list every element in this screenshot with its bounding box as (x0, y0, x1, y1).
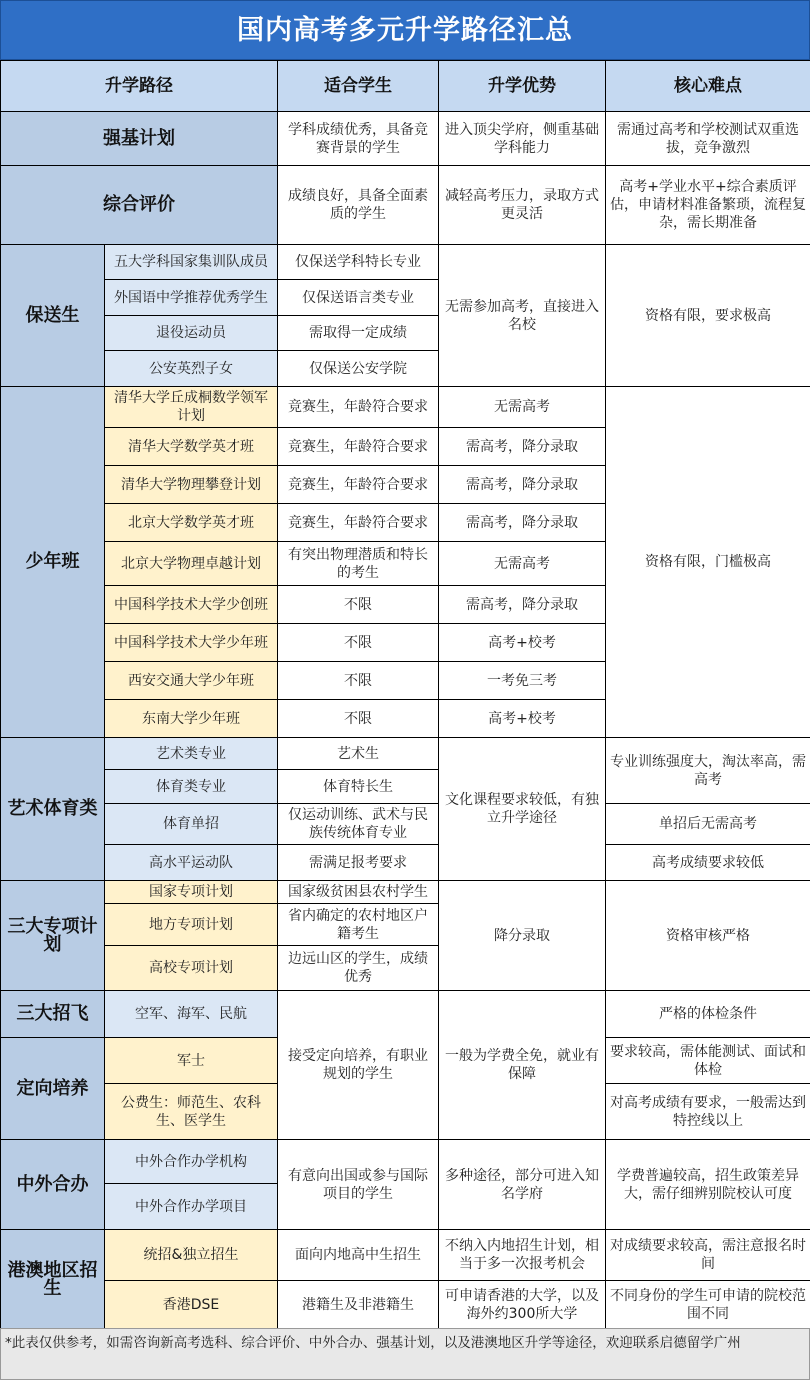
table-row (1, 245, 810, 280)
difficulty-cell: 学费普遍较高，招生政策差异大，需仔细辨别院校认可度 (606, 1140, 810, 1230)
advantage-cell: 一考免三考 (439, 662, 606, 700)
advantage-cell: 无需高考 (439, 542, 606, 586)
sub-pathway-cell: 清华大学数学英才班 (105, 428, 278, 466)
category-cell: 中外合办 (1, 1140, 105, 1230)
students-cell: 学科成绩优秀，具备竞赛背景的学生 (278, 112, 439, 166)
footnote: *此表仅供参考，如需咨询新高考选科、综合评价、中外合办、强基计划，以及港澳地区升学等途径，欢迎联系启德留学广州 (0, 1328, 810, 1380)
sub-pathway-cell: 公费生：师范生、农科生、医学生 (105, 1084, 278, 1140)
table-header-row (1, 61, 810, 112)
advantage-cell: 无需参加高考，直接进入名校 (439, 245, 606, 387)
sub-pathway-cell: 体育类专业 (105, 770, 278, 804)
students-cell: 不限 (278, 586, 439, 624)
header-students: 适合学生 (278, 61, 439, 112)
advantage-cell: 需高考，降分录取 (439, 586, 606, 624)
students-cell: 需取得一定成绩 (278, 316, 439, 351)
sub-pathway-cell: 国家专项计划 (105, 881, 278, 904)
students-cell: 成绩良好，具备全面素质的学生 (278, 166, 439, 245)
difficulty-cell: 专业训练强度大，淘汰率高，需高考 (606, 738, 810, 804)
header-advantage: 升学优势 (439, 61, 606, 112)
category-cell: 港澳地区招生 (1, 1230, 105, 1330)
sub-pathway-cell: 北京大学物理卓越计划 (105, 542, 278, 586)
students-cell: 省内确定的农村地区户籍考生 (278, 904, 439, 946)
sub-pathway-cell: 五大学科国家集训队成员 (105, 245, 278, 280)
table-row (1, 166, 810, 245)
difficulty-cell: 不同身份的学生可申请的院校范围不同 (606, 1281, 810, 1330)
category-cell: 三大招飞 (1, 991, 105, 1038)
category-cell: 强基计划 (1, 112, 278, 166)
sub-pathway-cell: 军士 (105, 1038, 278, 1084)
advantage-cell: 高考+校考 (439, 700, 606, 738)
difficulty-cell: 高考成绩要求较低 (606, 845, 810, 881)
table-row (1, 804, 810, 845)
table-row (1, 845, 810, 881)
advantage-cell: 可申请香港的大学，以及海外约300所大学 (439, 1281, 606, 1330)
students-cell: 不限 (278, 624, 439, 662)
table-row (1, 387, 810, 428)
students-cell: 竞赛生，年龄符合要求 (278, 466, 439, 504)
sub-pathway-cell: 西安交通大学少年班 (105, 662, 278, 700)
advantage-cell: 减轻高考压力，录取方式更灵活 (439, 166, 606, 245)
students-cell: 有突出物理潜质和特长的考生 (278, 542, 439, 586)
difficulty-cell: 资格有限，门槛极高 (606, 387, 810, 738)
sub-pathway-cell: 香港DSE (105, 1281, 278, 1330)
students-cell: 接受定向培养，有职业规划的学生 (278, 991, 439, 1140)
category-cell: 综合评价 (1, 166, 278, 245)
category-cell: 艺术体育类 (1, 738, 105, 881)
sub-pathway-cell: 中国科学技术大学少创班 (105, 586, 278, 624)
advantage-cell: 需高考，降分录取 (439, 428, 606, 466)
students-cell: 体育特长生 (278, 770, 439, 804)
table-row (1, 738, 810, 770)
students-cell: 不限 (278, 700, 439, 738)
advantage-cell: 多种途径，部分可进入知名学府 (439, 1140, 606, 1230)
students-cell: 竞赛生，年龄符合要求 (278, 387, 439, 428)
students-cell: 需满足报考要求 (278, 845, 439, 881)
sub-pathway-cell: 中外合作办学项目 (105, 1184, 278, 1230)
header-pathway: 升学路径 (1, 61, 278, 112)
category-cell: 少年班 (1, 387, 105, 738)
table-row (1, 991, 810, 1038)
pathway-table (0, 60, 810, 1330)
students-cell: 港籍生及非港籍生 (278, 1281, 439, 1330)
table-row (1, 1230, 810, 1281)
difficulty-cell: 需通过高考和学校测试双重选拔，竞争激烈 (606, 112, 810, 166)
table-row (1, 1281, 810, 1330)
difficulty-cell: 要求较高，需体能测试、面试和体检 (606, 1038, 810, 1084)
sub-pathway-cell: 高水平运动队 (105, 845, 278, 881)
students-cell: 面向内地高中生招生 (278, 1230, 439, 1281)
students-cell: 边远山区的学生，成绩优秀 (278, 946, 439, 991)
sub-pathway-cell: 退役运动员 (105, 316, 278, 351)
page-title: 国内高考多元升学路径汇总 (0, 0, 810, 60)
difficulty-cell: 资格审核严格 (606, 881, 810, 991)
advantage-cell: 一般为学费全免，就业有保障 (439, 991, 606, 1140)
category-cell: 保送生 (1, 245, 105, 387)
advantage-cell: 需高考，降分录取 (439, 466, 606, 504)
students-cell: 仅运动训练、武术与民族传统体育专业 (278, 804, 439, 845)
sub-pathway-cell: 中国科学技术大学少年班 (105, 624, 278, 662)
sub-pathway-cell: 北京大学数学英才班 (105, 504, 278, 542)
difficulty-cell: 资格有限，要求极高 (606, 245, 810, 387)
sub-pathway-cell: 清华大学物理攀登计划 (105, 466, 278, 504)
table-row (1, 1140, 810, 1184)
students-cell: 仅保送公安学院 (278, 351, 439, 387)
students-cell: 艺术生 (278, 738, 439, 770)
students-cell: 国家级贫困县农村学生 (278, 881, 439, 904)
sub-pathway-cell: 统招&独立招生 (105, 1230, 278, 1281)
difficulty-cell: 单招后无需高考 (606, 804, 810, 845)
difficulty-cell: 对成绩要求较高，需注意报名时间 (606, 1230, 810, 1281)
students-cell: 不限 (278, 662, 439, 700)
advantage-cell: 高考+校考 (439, 624, 606, 662)
sub-pathway-cell: 地方专项计划 (105, 904, 278, 946)
advantage-cell: 不纳入内地招生计划，相当于多一次报考机会 (439, 1230, 606, 1281)
students-cell: 仅保送语言类专业 (278, 280, 439, 316)
table-row (1, 112, 810, 166)
sub-pathway-cell: 艺术类专业 (105, 738, 278, 770)
advantage-cell: 文化课程要求较低，有独立升学途径 (439, 738, 606, 881)
advantage-cell: 降分录取 (439, 881, 606, 991)
sub-pathway-cell: 东南大学少年班 (105, 700, 278, 738)
advantage-cell: 需高考，降分录取 (439, 504, 606, 542)
students-cell: 竞赛生，年龄符合要求 (278, 428, 439, 466)
advantage-cell: 无需高考 (439, 387, 606, 428)
difficulty-cell: 对高考成绩有要求，一般需达到特控线以上 (606, 1084, 810, 1140)
category-cell: 三大专项计划 (1, 881, 105, 991)
sub-pathway-cell: 清华大学丘成桐数学领军计划 (105, 387, 278, 428)
advantage-cell: 进入顶尖学府，侧重基础学科能力 (439, 112, 606, 166)
difficulty-cell: 高考+学业水平+综合素质评估，申请材料准备繁琐，流程复杂，需长期准备 (606, 166, 810, 245)
sub-pathway-cell: 外国语中学推荐优秀学生 (105, 280, 278, 316)
sub-pathway-cell: 体育单招 (105, 804, 278, 845)
category-cell: 定向培养 (1, 1038, 105, 1140)
sub-pathway-cell: 公安英烈子女 (105, 351, 278, 387)
sub-pathway-cell: 空军、海军、民航 (105, 991, 278, 1038)
difficulty-cell: 严格的体检条件 (606, 991, 810, 1038)
sub-pathway-cell: 高校专项计划 (105, 946, 278, 991)
table-row (1, 881, 810, 904)
students-cell: 有意向出国或参与国际项目的学生 (278, 1140, 439, 1230)
sub-pathway-cell: 中外合作办学机构 (105, 1140, 278, 1184)
students-cell: 仅保送学科特长专业 (278, 245, 439, 280)
header-difficulty: 核心难点 (606, 61, 810, 112)
students-cell: 竞赛生，年龄符合要求 (278, 504, 439, 542)
